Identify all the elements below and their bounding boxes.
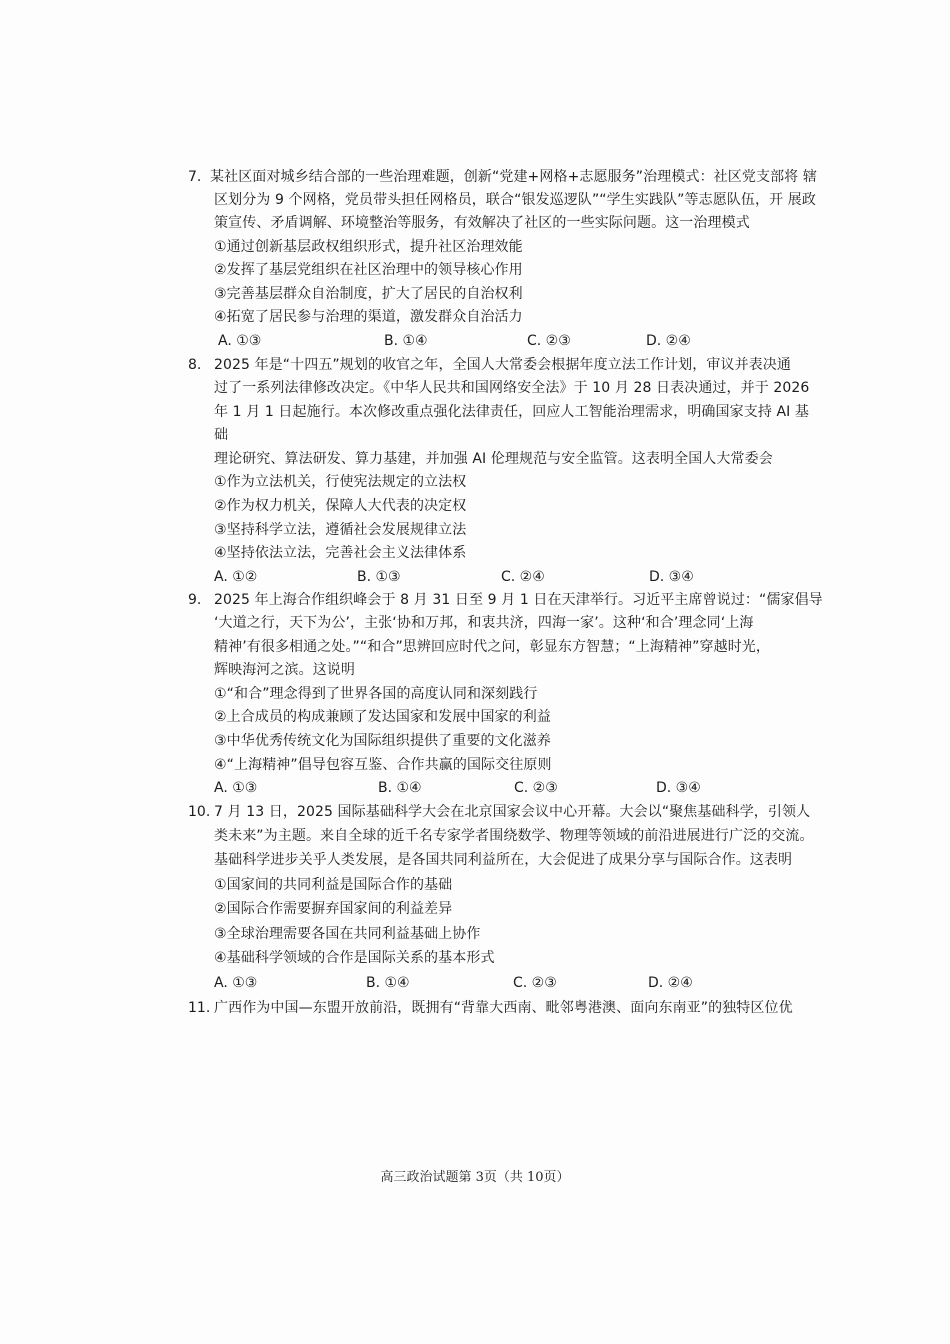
statement: ④拓宽了居民参与治理的渠道，激发群众自治活力	[214, 309, 523, 325]
statement: ①通过创新基层政权组织形式，提升社区治理效能	[214, 239, 523, 255]
question-text-line: 年 1 月 1 日起施行。本次修改重点强化法律责任，回应人工智能治理需求，明确国家支持 AI 基	[214, 404, 810, 420]
option-a: A. ①③	[214, 780, 258, 796]
question-text-line: 7 月 13 日，2025 国际基础科学大会在北京国家会议中心开幕。大会以“聚焦基础科学，引领人	[214, 804, 811, 820]
statement: ④“上海精神”倡导包容互鉴、合作共赢的国际交往原则	[214, 757, 552, 773]
option-c: C. ②③	[527, 333, 571, 349]
statement: ③中华优秀传统文化为国际组织提供了重要的文化滋养	[214, 733, 551, 749]
option-b: B. ①④	[384, 333, 428, 349]
option-a: A. ①③	[218, 333, 262, 349]
option-a: A. ①②	[214, 569, 258, 585]
option-b: B. ①③	[357, 569, 401, 585]
question-text-line: 辉映海河之滨。这说明	[214, 662, 355, 678]
statement: ①“和合”理念得到了世界各国的高度认同和深刻践行	[214, 686, 538, 702]
statement: ③完善基层群众自治制度，扩大了居民的自治权利	[214, 286, 523, 302]
question-text-line: 理论研究、算法研发、算力基建，并加强 AI 伦理规范与安全监管。这表明全国人大常委会	[214, 451, 773, 467]
option-b: B. ①④	[366, 975, 410, 991]
option-d: D. ③④	[656, 780, 701, 796]
question-text-line: 精神’有很多相通之处。”“和合”思辨回应时代之问，彰显东方智慧；“上海精神”穿越时光，	[214, 639, 771, 655]
question-text-line: 2025 年是“十四五”规划的收官之年，全国人大常委会根据年度立法工作计划，审议并表决通	[214, 357, 791, 373]
question-text-line: ‘大道之行，天下为公’，主张‘协和万邦，和衷共济，四海一家’。这种‘和合’理念同‘上海	[214, 615, 754, 631]
question-text-line: 础	[214, 427, 229, 443]
statement: ②作为权力机关，保障人大代表的决定权	[214, 498, 467, 514]
statement: ②发挥了基层党组织在社区治理中的领导核心作用	[214, 262, 523, 278]
option-a: A. ①③	[214, 975, 258, 991]
statement: ②国际合作需要摒弃国家间的利益差异	[214, 901, 453, 917]
question-number: 11.	[188, 1000, 211, 1016]
question-text-line: 2025 年上海合作组织峰会于 8 月 31 日至 9 月 1 日在天津举行。习近平主席曾说过：“儒家倡导	[214, 592, 823, 608]
question-text-line: 类未来”为主题。来自全球的近千名专家学者围绕数学、物理等领域的前沿进展进行广泛的交流。	[214, 828, 814, 844]
option-c: C. ②③	[514, 780, 558, 796]
question-text-line: 广西作为中国—东盟开放前沿，既拥有“背靠大西南、毗邻粤港澳、面向东南亚”的独特区位优	[214, 1000, 793, 1016]
option-d: D. ③④	[649, 569, 694, 585]
option-c: C. ②④	[501, 569, 545, 585]
statement: ③全球治理需要各国在共同利益基础上协作	[214, 926, 481, 942]
question-text-line: 某社区面对城乡结合部的一些治理难题，创新“党建+网格+志愿服务”治理模式：社区党支部将 辖	[210, 169, 817, 185]
option-b: B. ①④	[378, 780, 422, 796]
question-number: 9.	[188, 592, 202, 608]
statement: ①作为立法机关，行使宪法规定的立法权	[214, 474, 467, 490]
question-text-line: 区划分为 9 个网格，党员带头担任网格员，联合“银发巡逻队”“学生实践队”等志愿队伍，开 展政	[214, 192, 816, 208]
option-d: D. ②④	[648, 975, 693, 991]
question-text-line: 基础科学进步关乎人类发展，是各国共同利益所在，大会促进了成果分享与国际合作。这表明	[214, 852, 793, 868]
option-c: C. ②③	[513, 975, 557, 991]
question-text-line: 过了一系列法律修改决定。《中华人民共和国网络安全法》于 10 月 28 日表决通过，并于 2026	[214, 380, 810, 396]
statement: ④基础科学领域的合作是国际关系的基本形式	[214, 950, 495, 966]
question-text-line: 策宣传、矛盾调解、环境整治等服务，有效解决了社区的一些实际问题。这一治理模式	[214, 215, 750, 231]
statement: ②上合成员的构成兼顾了发达国家和发展中国家的利益	[214, 709, 551, 725]
option-d: D. ②④	[646, 333, 691, 349]
statement: ③坚持科学立法，遵循社会发展规律立法	[214, 522, 467, 538]
question-number: 7.	[188, 169, 202, 185]
page-footer: 高三政治试题第 3页（共 10页）	[380, 1170, 570, 1185]
statement: ④坚持依法立法，完善社会主义法律体系	[214, 545, 467, 561]
statement: ①国家间的共同利益是国际合作的基础	[214, 877, 453, 893]
question-number: 10.	[188, 804, 211, 820]
question-number: 8.	[188, 357, 202, 373]
